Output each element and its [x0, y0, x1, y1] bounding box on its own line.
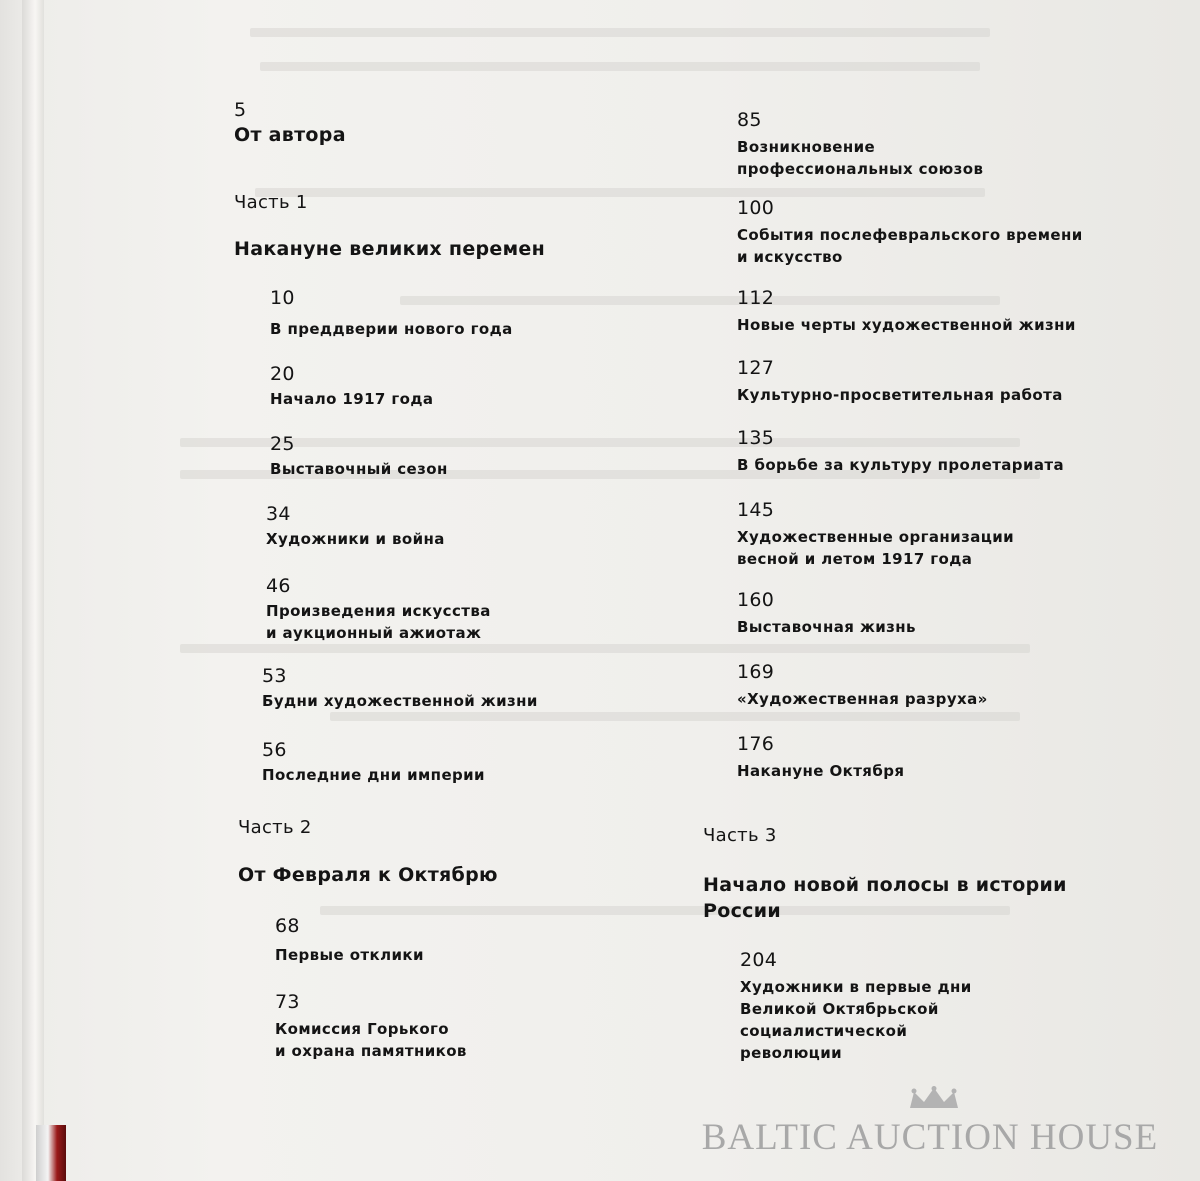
toc-page-number: 100: [737, 197, 775, 219]
toc-entry[interactable]: [737, 588, 916, 638]
toc-page-number: 25: [270, 433, 295, 455]
watermark-text: BALTIC AUCTION HOUSE: [701, 1117, 1159, 1158]
toc-entry[interactable]: [737, 196, 1083, 268]
toc-title-line: События послефевральского времени: [737, 226, 1083, 244]
show-through: [260, 62, 980, 71]
toc-title-line: и охрана памятников: [275, 1042, 467, 1060]
toc-title: Выставочная жизнь: [737, 618, 916, 636]
toc-page-number: 145: [737, 499, 775, 521]
toc-title-line: Возникновение: [737, 138, 876, 156]
part-3-title-line: Начало новой полосы в истории: [703, 874, 1067, 896]
toc-entry[interactable]: [270, 362, 433, 410]
part-3-label: Часть 3: [703, 825, 777, 846]
toc-title-line: Великой Октябрьской: [740, 1000, 939, 1018]
part-1-title: Накануне великих перемен: [234, 238, 546, 260]
show-through: [250, 28, 990, 37]
part-3-title-line: России: [703, 900, 781, 922]
toc-title: Будни художественной жизни: [262, 692, 538, 710]
toc-entry[interactable]: [275, 990, 467, 1062]
toc-entry[interactable]: [270, 286, 513, 340]
toc-page-number: 85: [737, 109, 762, 131]
show-through: [180, 644, 1030, 653]
toc-title: В преддверии нового года: [270, 320, 513, 338]
toc-entry[interactable]: [740, 948, 972, 1064]
toc-entry[interactable]: [262, 664, 538, 712]
part-1-label: Часть 1: [234, 192, 308, 213]
toc-title: Начало 1917 года: [270, 390, 434, 408]
toc-page-number: 68: [275, 915, 300, 937]
toc-title: Художники и война: [266, 530, 445, 548]
toc-page-number: 20: [270, 363, 295, 385]
toc-title-line: весной и летом 1917 года: [737, 550, 973, 568]
toc-title-line: и искусство: [737, 248, 843, 266]
toc-page-number: 112: [737, 287, 775, 309]
toc-title: «Художественная разруха»: [737, 690, 988, 708]
toc-entry[interactable]: [737, 286, 1076, 336]
part-2-title: От Февраля к Октябрю: [238, 864, 498, 886]
toc-entry[interactable]: [737, 660, 988, 710]
toc-title: Первые отклики: [275, 946, 424, 964]
toc-entry[interactable]: [262, 738, 485, 786]
toc-page-number: 34: [266, 503, 291, 525]
toc-title-line: социалистической: [740, 1022, 908, 1040]
toc-entry-intro[interactable]: [234, 98, 346, 148]
toc-entry[interactable]: [737, 498, 1014, 570]
toc-page-number: 176: [737, 733, 775, 755]
toc-title-line: революции: [740, 1044, 843, 1062]
toc-entry[interactable]: [275, 914, 424, 966]
toc-title: Последние дни империи: [262, 766, 485, 784]
toc-page-number: 160: [737, 589, 775, 611]
toc-title: Накануне Октября: [737, 762, 905, 780]
part-2-label: Часть 2: [238, 817, 312, 838]
toc-entry[interactable]: [737, 426, 1064, 476]
toc-title-line: Художники в первые дни: [740, 978, 972, 996]
show-through: [330, 712, 1020, 721]
part-3-title: [703, 872, 1067, 924]
page-binding: [22, 0, 44, 1181]
toc-page-number: 135: [737, 427, 775, 449]
toc-page-number: 204: [740, 949, 778, 971]
toc-page-number: 53: [262, 665, 287, 687]
toc-page-number: 127: [737, 357, 775, 379]
toc-entry[interactable]: [270, 432, 448, 480]
toc-entry[interactable]: [266, 574, 491, 644]
toc-title-line: Комиссия Горького: [275, 1020, 449, 1038]
toc-entry[interactable]: [737, 732, 904, 782]
toc-title-line: Произведения искусства: [266, 602, 491, 620]
toc-entry[interactable]: [266, 502, 445, 550]
toc-page-number: 56: [262, 739, 287, 761]
binding-thread: [36, 1125, 66, 1181]
toc-title-line: Художественные организации: [737, 528, 1015, 546]
toc-title: Новые черты художественной жизни: [737, 316, 1076, 334]
watermark-logo: [688, 1080, 1172, 1170]
toc-page-number: 10: [270, 287, 295, 309]
toc-page-number: 5: [234, 99, 247, 121]
toc-title-line: профессиональных союзов: [737, 160, 984, 178]
toc-title-line: и аукционный ажиотаж: [266, 624, 482, 642]
toc-title: В борьбе за культуру пролетариата: [737, 456, 1064, 474]
toc-entry[interactable]: [737, 356, 1063, 406]
toc-page-number: 46: [266, 575, 291, 597]
toc-page-number: 73: [275, 991, 300, 1013]
toc-title: Выставочный сезон: [270, 460, 448, 478]
toc-title: Культурно-просветительная работа: [737, 386, 1063, 404]
toc-title: От автора: [234, 124, 346, 146]
toc-page-number: 169: [737, 661, 775, 683]
toc-entry[interactable]: [737, 108, 983, 180]
